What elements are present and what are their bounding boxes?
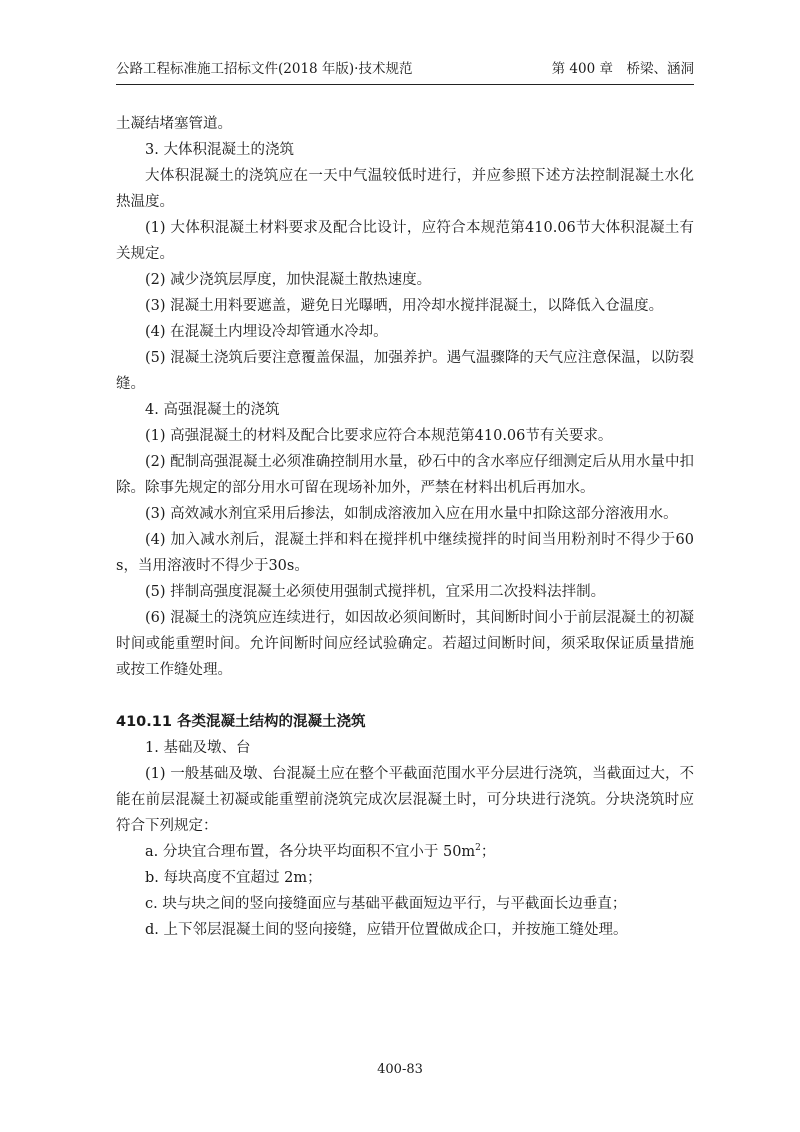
page-header [116,58,694,80]
paragraph: 大体积混凝土的浇筑应在一天中气温较低时进行，并应参照下述方法控制混凝土水化热温度。 [116,168,694,210]
list-item: (5) 混凝土浇筑后要注意覆盖保温，加强养护。遇气温骤降的天气应注意保温，以防裂缝。 [116,350,694,392]
list-item-c: c. 块与块之间的竖向接缝面应与基础平截面短边平行，与平截面长边垂直； [145,896,627,912]
page-body [116,111,694,943]
page-number: 400-83 [377,1062,423,1077]
subheading-high-strength-concrete: 4. 高强混凝土的浇筑 [145,402,280,418]
list-item: (1) 大体积混凝土材料要求及配合比设计，应符合本规范第410.06节大体积混凝土有关规定。 [116,220,694,262]
list-item: (3) 混凝土用料要遮盖，避免日光曝晒，用冷却水搅拌混凝土，以降低入仓温度。 [145,298,664,314]
subheading-foundations: 1. 基础及墩、台 [145,740,251,756]
list-item-a [116,839,694,865]
list-item: (1) 高强混凝土的材料及配合比要求应符合本规范第410.06节有关要求。 [145,428,613,444]
header-document-title: 公路工程标准施工招标文件(2018 年版)·技术规范 [116,61,413,77]
list-item: (4) 在混凝土内埋设冷却管通水冷却。 [145,324,388,340]
list-item-a-text: a. 分块宜合理布置，各分块平均面积不宜小于 50m [145,844,476,860]
header-divider [116,84,694,85]
list-item: (3) 高效减水剂宜采用后掺法，如制成溶液加入应在用水量中扣除这部分溶液用水。 [145,506,678,522]
subheading-mass-concrete: 3. 大体积混凝土的浇筑 [145,142,294,158]
header-chapter-title: 第 400 章 桥梁、涵洞 [551,61,694,77]
list-item: (6) 混凝土的浇筑应连续进行，如因故必须间断时，其间断时间小于前层混凝土的初凝时间或能重塑时间。允许间断时间应经试验确定。若超过间断时间，须采取保证质量措施或按工作缝处理。 [116,610,694,678]
paragraph: (1) 一般基础及墩、台混凝土应在整个平截面范围水平分层进行浇筑，当截面过大，不能在前层混凝土初凝或能重塑前浇筑完成次层混凝土时，可分块进行浇筑。分块浇筑时应符合下列规定： [116,766,694,834]
list-item-b: b. 每块高度不宜超过 2m； [145,870,322,886]
section-title: 410.11 各类混凝土结构的混凝土浇筑 [116,714,366,730]
list-item-d: d. 上下邻层混凝土间的竖向接缝，应错开位置做成企口，并按施工缝处理。 [145,922,628,938]
list-item: (5) 拌制高强度混凝土必须使用强制式搅拌机，宜采用二次投料法拌制。 [145,584,606,600]
list-item: (2) 配制高强混凝土必须准确控制用水量，砂石中的含水率应仔细测定后从用水量中扣除。除事先规定的部分用水可留在现场补加外，严禁在材料出机后再加水。 [116,454,694,496]
paragraph-continuation: 土凝结堵塞管道。 [116,116,232,132]
list-item: (2) 减少浇筑层厚度，加快混凝土散热速度。 [145,272,432,288]
superscript-exponent: 2 [475,843,481,853]
list-item-a-tail: ； [480,844,496,860]
list-item: (4) 加入减水剂后，混凝土拌和料在搅拌机中继续搅拌的时间当用粉剂时不得少于60s，当用溶液时不得少于30s。 [116,532,694,574]
